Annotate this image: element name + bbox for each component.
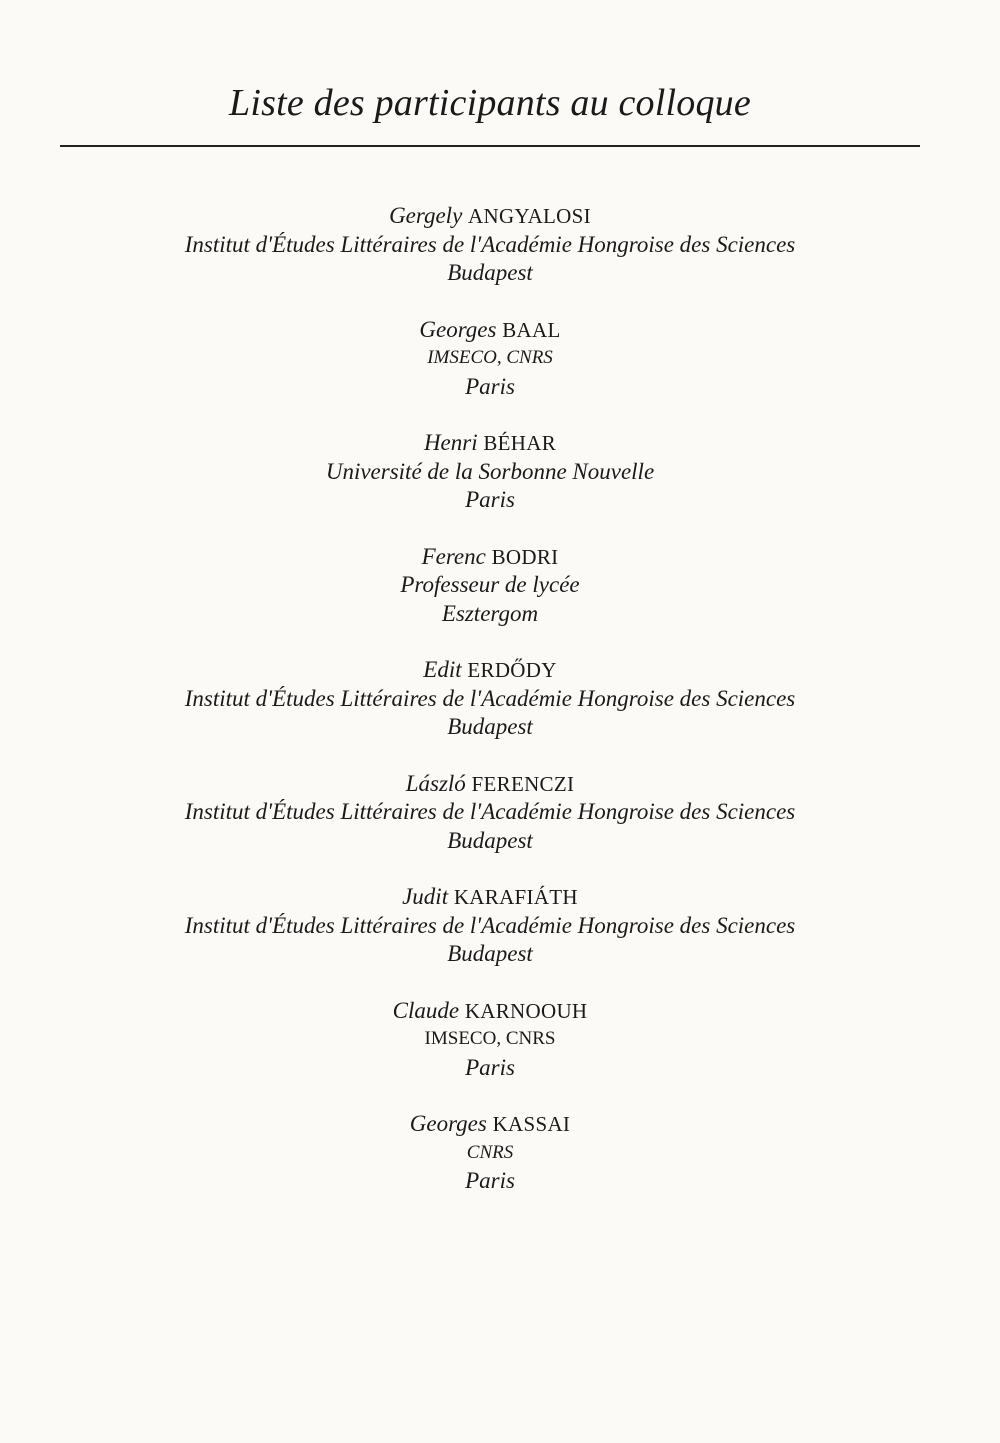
participant-first-name: Georges: [409, 1111, 487, 1136]
participant-name: [0, 429, 980, 458]
participant-first-name: Judit: [402, 884, 449, 909]
participant-first-name: Edit: [423, 657, 462, 682]
participant-first-name: Ferenc: [421, 543, 486, 569]
participant-last-name: FERENCZI: [471, 771, 575, 796]
participant-entry: [0, 316, 980, 402]
title-rule: [60, 145, 920, 147]
participant-first-name: Georges: [419, 316, 497, 342]
participant-city: Paris: [465, 1054, 515, 1080]
participant-entry: [0, 429, 980, 515]
participant-entry: [0, 1110, 980, 1196]
participant-first-name: László: [405, 770, 466, 796]
participant-affiliation: Institut d'Études Littéraires de l'Académie Hongroise des Sciences: [184, 912, 796, 938]
participant-affiliation: Professeur de lycée: [400, 572, 580, 597]
participant-first-name: Gergely: [389, 203, 463, 228]
participant-last-name: ANGYALOSI: [468, 204, 591, 228]
participant-city: Paris: [465, 487, 515, 512]
participant-last-name: BODRI: [491, 544, 559, 569]
participant-affiliation: CNRS: [466, 1141, 514, 1163]
participant-last-name: KARNOOUH: [464, 998, 588, 1023]
participant-affiliation: Institut d'Études Littéraires de l'Académie Hongroise des Sciences: [184, 685, 796, 711]
participant-name: [0, 997, 980, 1026]
participant-entry: [0, 543, 980, 629]
participant-name: [0, 656, 980, 685]
participant-affiliation: Institut d'Études Littéraires de l'Académie Hongroise des Sciences: [184, 231, 796, 257]
participant-entry: [0, 656, 980, 742]
participant-first-name: Claude: [392, 997, 460, 1023]
participant-entry: [0, 997, 980, 1083]
participant-entry: [0, 202, 980, 288]
participant-affiliation: Université de la Sorbonne Nouvelle: [325, 458, 655, 484]
participant-affiliation: IMSECO, CNRS: [424, 1028, 556, 1049]
participant-name: [0, 1110, 980, 1139]
participant-city: Paris: [465, 1168, 515, 1193]
participant-first-name: Henri: [423, 430, 478, 455]
participant-city: Budapest: [447, 714, 533, 739]
participant-last-name: KASSAI: [492, 1112, 571, 1136]
participant-city: Paris: [465, 373, 515, 399]
participant-name: [0, 316, 980, 345]
participant-city: Budapest: [447, 941, 533, 966]
page-title: Liste des participants au colloque: [229, 82, 751, 124]
participant-name: [0, 543, 980, 572]
participant-city: Budapest: [447, 260, 533, 285]
participants-list: [0, 202, 980, 1224]
participant-entry: [0, 770, 980, 856]
participant-name: [0, 202, 980, 231]
participant-last-name: ERDŐDY: [467, 658, 557, 682]
participant-affiliation: IMSECO, CNRS: [427, 347, 553, 368]
participant-last-name: BÉHAR: [483, 431, 557, 455]
participant-last-name: KARAFIÁTH: [453, 885, 578, 909]
participant-city: Esztergom: [441, 600, 539, 626]
participant-last-name: BAAL: [502, 317, 561, 342]
participant-city: Budapest: [447, 827, 533, 853]
participant-name: [0, 770, 980, 799]
participant-name: [0, 883, 980, 912]
participant-entry: [0, 883, 980, 969]
participant-affiliation: Institut d'Études Littéraires de l'Académie Hongroise des Sciences: [184, 799, 796, 824]
